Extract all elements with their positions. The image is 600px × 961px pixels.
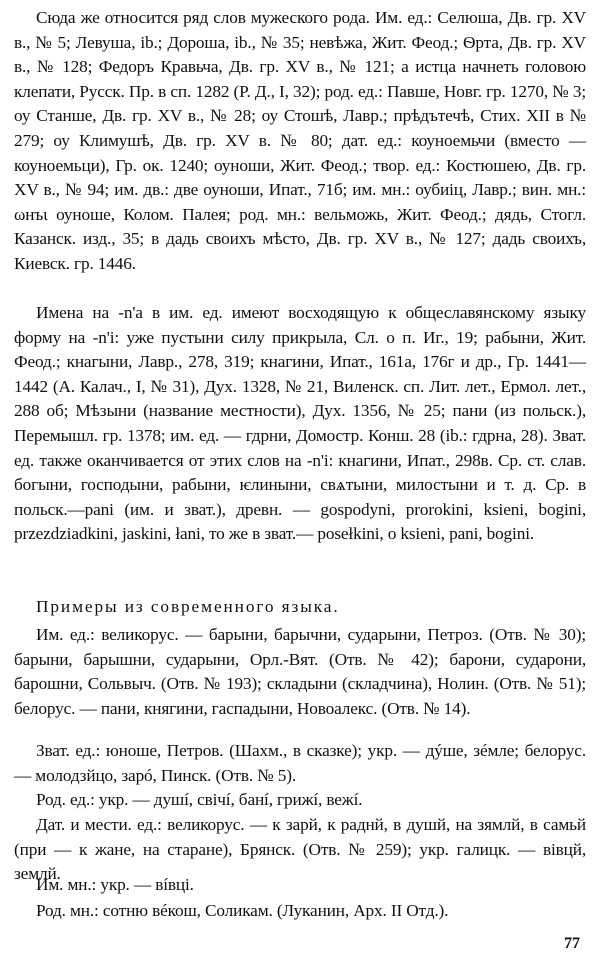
paragraph-nominative-singular: Им. ед.: великорус. — барыни, барычни, сударыни, Петроз. (Отв. № 30); барыни, барышни, сударыни, Орл.-Вят. (Отв. № 42); барони, сударони, барошни, Сольвыч. (Отв. № 193); складыни (складчина), Нолин. (Отв. № 51); белорус. — пани, княгини, гаспадыни, Новоалекс. (Отв. № 14). bbox=[14, 625, 586, 718]
document-page bbox=[14, 0, 586, 961]
paragraph-nouns-in-nya: Имена на -n'a в им. ед. имеют восходящую к общеславянскому языку форму на -n'i: уже пустыни силу прикрыла, Сл. о п. Иг., 19; рабыни, Жит. Феод.; кнагыни, Лавр., 278, 319; кнагини, Ипат., 161а, 176г и др., Гр. 1441—1442 (А. Калач., I, № 31), Дух. 1328, № 21, Виленск. сп. Лит. лет., Ермол. лет., 288 об; Мѣзыни (название местности), Дух. 1356, № 25; пани (из польск.), Перемышл. гр. 1378; им. ед. — гдрни, Домостр. Конш. 28 (ib.: гдрна, 28). Зват. ед. также оканчивается от этих слов на -n'i: кнагини, Ипат., 298в. Ср. ст. слав. богыни, господыни, рабыни, ѥлиныни, свѧтыни, милостыни и т. д. Ср. в польск.—pani (им. и зват.), древн. — gospodyni, prorokini, ksieni, bogini, przezdziadkini, jaskini, łani, то же в зват.— posełkini, o ksieni, pani, bogini. bbox=[14, 303, 586, 544]
paragraph-genitive-plural: Род. мн.: сотню вéкош, Соликам. (Луканин, Арх. II Отд.). bbox=[36, 901, 449, 920]
page-number: 77 bbox=[564, 935, 580, 952]
paragraph-nominative-plural: Им. мн.: укр. — вíвцi. bbox=[36, 875, 194, 894]
paragraph-genitive-singular: Род. ед.: укр. — душí, свiчí, банí, грижí, вежí. bbox=[36, 790, 363, 809]
paragraph-masculine-nouns: Сюда же относится ряд слов мужеского рода. Им. ед.: Селюша, Дв. гр. XV в., № 5; Левуша, ib.; Дороша, ib., № 35; невѣжа, Жит. Феод.; Ѳрта, Дв. гр. XV в., № 128; Федоръ Кравьча, Дв. гр. XV в., № 121; а истца начнеть головою клепати, Русск. Пр. в сп. 1282 (Р. Д., I, 32); род. ед.: Павше, Новг. гр. 1270, № 3; оу Станше, Дв. гр. XV в., № 28; оу Стошѣ, Лавр.; прѣдътечѣ, Стих. XII в № 279; оу Климушѣ, Дв. гр. XV в. № 80; дат. ед.: коуноемьчи (вместо — коуноемьци), Гр. ок. 1240; оуноши, Жит. Феод.; твор. ед.: Костюшею, Дв. гр. XV в., № 94; им. дв.: две оуноши, Ипат., 71б; им. мн.: оубиіц, Лавр.; вин. мн.: ωнъι оуноше, Колом. Палея; род. мн.: вельможь, Жит. Феод.; дядь, Стогл. Казанск. изд., 35; в дадь своихъ мѣсто, Дв. гр. XV в., № 127; дадь своихъ, Киевск. гр. 1446. bbox=[14, 8, 586, 273]
paragraph-vocative-singular: Зват. ед.: юноше, Петров. (Шахм., в сказке); укр. — дýше, зéмле; белорус. — молодзйцо, зарó, Пинск. (Отв. № 5). bbox=[14, 741, 586, 785]
section-heading: Примеры из современного языка. bbox=[36, 597, 340, 616]
paragraph-dative-locative-singular: Дат. и мести. ед.: великорус. — к зарй, к раднй, в душй, на зямлй, в самьй (при — к жане, на старане), Брянск. (Отв. № 259); укр. галицк. — вiвцй, землй. bbox=[14, 815, 586, 884]
